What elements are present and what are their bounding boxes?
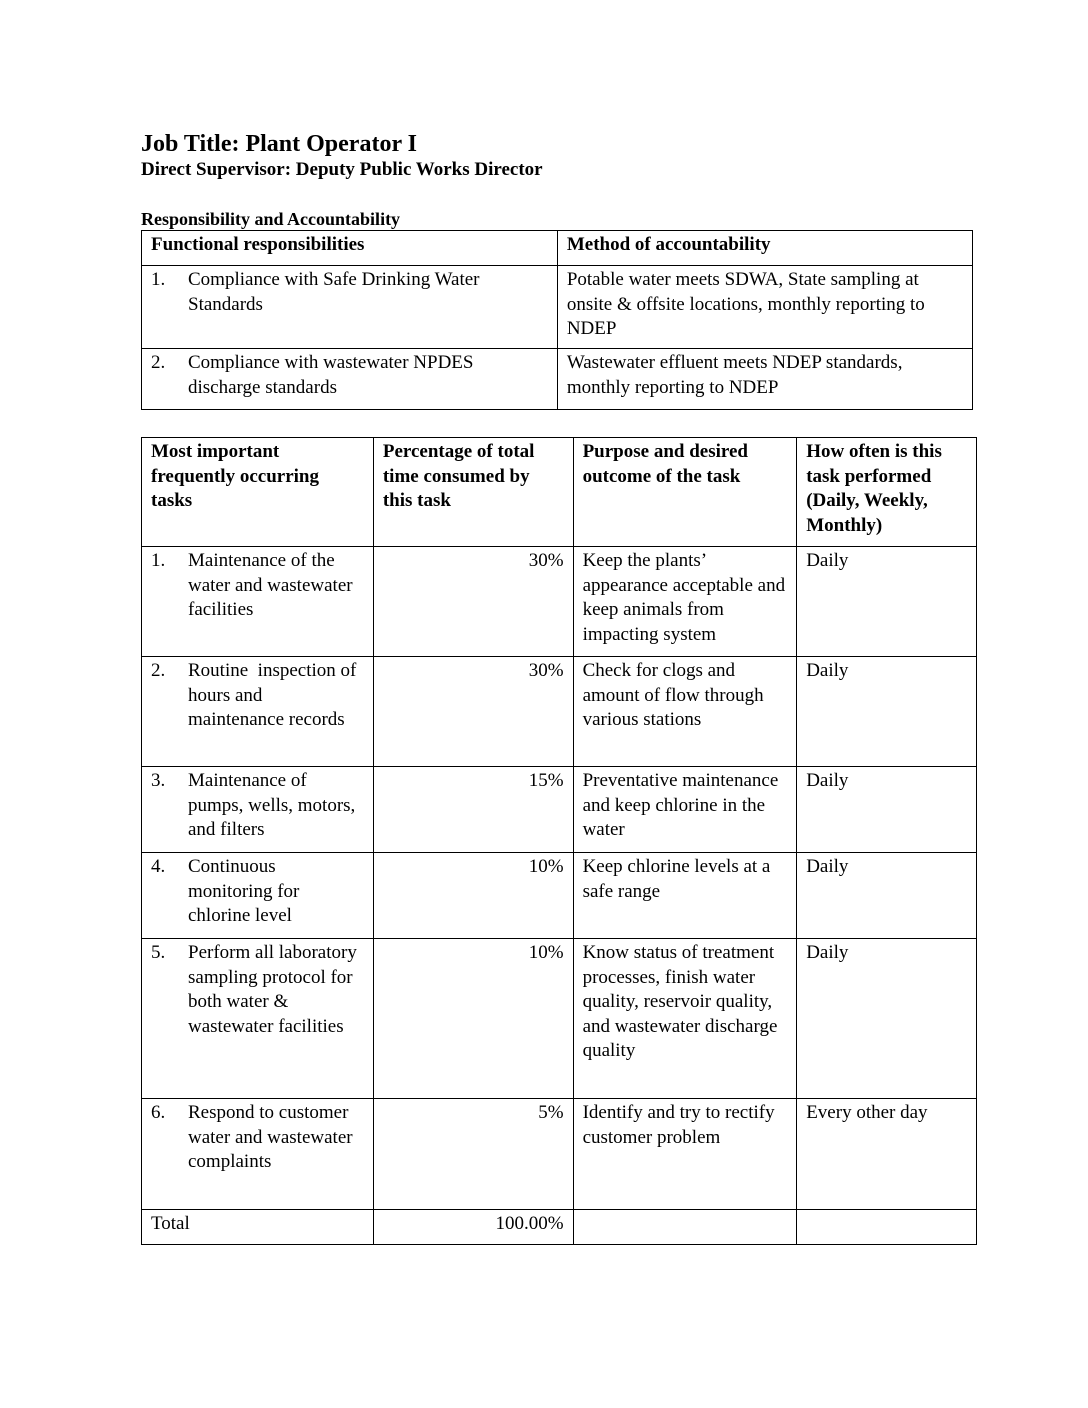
tasks-header-row <box>142 438 977 547</box>
row-number: 1. <box>151 269 166 290</box>
task-text: Routine inspection of hours and maintenance records <box>188 660 362 730</box>
frequency-cell: Daily <box>797 547 977 657</box>
header-percentage: Percentage of total time consumed by this task <box>373 438 573 547</box>
percent-cell: 10% <box>373 853 573 939</box>
task-cell <box>142 547 374 657</box>
table-row <box>142 1099 977 1210</box>
row-number: 1. <box>151 550 166 571</box>
percent-cell: 30% <box>373 657 573 767</box>
responsibility-text: Compliance with wastewater NPDES discharge standards <box>188 352 474 398</box>
purpose-cell: Preventative maintenance and keep chlorine in the water <box>573 767 797 853</box>
table-row <box>142 547 977 657</box>
frequency-cell: Daily <box>797 853 977 939</box>
section-heading: Responsibility and Accountability <box>141 209 401 229</box>
total-percent: 100.00% <box>373 1210 573 1245</box>
task-cell <box>142 939 374 1099</box>
purpose-cell: Check for clogs and amount of flow through various stations <box>573 657 797 767</box>
total-label: Total <box>142 1210 374 1245</box>
frequency-cell: Daily <box>797 939 977 1099</box>
responsibility-cell <box>142 266 558 349</box>
row-number: 5. <box>151 942 166 963</box>
frequency-cell: Daily <box>797 657 977 767</box>
job-title: Job Title: Plant Operator I <box>141 131 417 157</box>
row-number: 3. <box>151 770 166 791</box>
task-text: Continuous monitoring for chlorine level <box>188 856 300 926</box>
table-row <box>142 767 977 853</box>
header-tasks: Most important frequently occurring tasks <box>142 438 374 547</box>
responsibility-table <box>141 230 973 410</box>
percent-cell: 15% <box>373 767 573 853</box>
row-number: 2. <box>151 660 166 681</box>
row-number: 6. <box>151 1102 166 1123</box>
purpose-cell: Keep the plants’ appearance acceptable and keep animals from impacting system <box>573 547 797 657</box>
task-cell <box>142 1099 374 1210</box>
tasks-table <box>141 437 977 1245</box>
direct-supervisor: Direct Supervisor: Deputy Public Works Director <box>141 159 543 180</box>
accountability-cell: Wastewater effluent meets NDEP standards, monthly reporting to NDEP <box>557 349 972 410</box>
empty-cell <box>573 1210 797 1245</box>
percent-cell: 5% <box>373 1099 573 1210</box>
task-text: Respond to customer water and wastewater complaints <box>188 1102 353 1172</box>
task-cell <box>142 657 374 767</box>
header-functional-responsibilities: Functional responsibilities <box>142 231 558 266</box>
header-purpose: Purpose and desired outcome of the task <box>573 438 797 547</box>
responsibility-cell <box>142 349 558 410</box>
total-row <box>142 1210 977 1245</box>
row-number: 4. <box>151 856 166 877</box>
empty-cell <box>797 1210 977 1245</box>
accountability-cell: Potable water meets SDWA, State sampling at onsite & offsite locations, monthly reporting to NDEP <box>557 266 972 349</box>
purpose-cell: Keep chlorine levels at a safe range <box>573 853 797 939</box>
responsibility-header-row <box>142 231 973 266</box>
frequency-cell: Daily <box>797 767 977 853</box>
header-method-of-accountability: Method of accountability <box>557 231 972 266</box>
table-row <box>142 853 977 939</box>
row-number: 2. <box>151 352 166 373</box>
table-row <box>142 657 977 767</box>
percent-cell: 10% <box>373 939 573 1099</box>
table-row <box>142 266 973 349</box>
frequency-cell: Every other day <box>797 1099 977 1210</box>
table-row <box>142 939 977 1099</box>
task-cell <box>142 767 374 853</box>
percent-cell: 30% <box>373 547 573 657</box>
responsibility-text: Compliance with Safe Drinking Water Standards <box>188 269 480 315</box>
task-text: Maintenance of pumps, wells, motors, and filters <box>188 770 356 840</box>
table-row <box>142 349 973 410</box>
task-cell <box>142 853 374 939</box>
purpose-cell: Identify and try to rectify customer problem <box>573 1099 797 1210</box>
header-frequency: How often is this task performed (Daily, Weekly, Monthly) <box>797 438 977 547</box>
purpose-cell: Know status of treatment processes, finish water quality, reservoir quality, and wastewater discharge quality <box>573 939 797 1099</box>
task-text: Maintenance of the water and wastewater facilities <box>188 550 353 620</box>
task-text: Perform all laboratory sampling protocol for both water & wastewater facilities <box>188 942 357 1037</box>
